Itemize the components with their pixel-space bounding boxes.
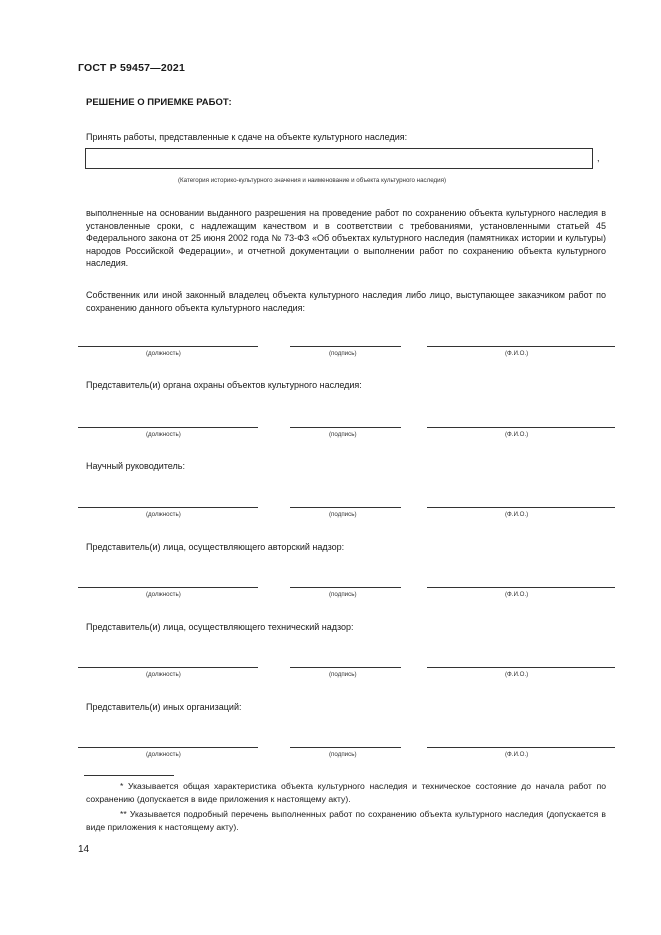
standard-id: ГОСТ Р 59457—2021 <box>78 62 186 74</box>
name-caption: (Ф.И.О.) <box>505 511 529 518</box>
signature-caption: (подпись) <box>329 350 357 357</box>
object-name-field[interactable] <box>85 148 593 169</box>
page-number: 14 <box>78 844 90 855</box>
intro-text: Принять работы, представленные к сдаче на объекте культурного наследия: <box>86 132 408 142</box>
name-caption: (Ф.И.О.) <box>505 671 529 678</box>
field-comma: , <box>597 153 600 163</box>
role-title: Представитель(и) лица, осуществляющего авторский надзор: <box>86 542 345 552</box>
position-line[interactable] <box>78 747 258 748</box>
footnote-separator <box>84 775 174 776</box>
signature-caption: (подпись) <box>329 671 357 678</box>
position-line[interactable] <box>78 667 258 668</box>
signature-caption: (подпись) <box>329 751 357 758</box>
owner-paragraph: Собственник или иной законный владелец объекта культурного наследия либо лицо, выступающее заказчиком работ по сохранению данного объекта культурного наследия: <box>86 290 606 313</box>
object-field-caption: (Категория историко-культурного значения и наименование и объекта культурного наследия) <box>178 177 447 184</box>
name-line[interactable] <box>427 667 615 668</box>
signature-caption: (подпись) <box>329 591 357 598</box>
position-caption: (должность) <box>146 350 181 357</box>
position-caption: (должность) <box>146 671 181 678</box>
signature-caption: (подпись) <box>329 511 357 518</box>
role-title: Представитель(и) органа охраны объектов культурного наследия: <box>86 380 362 390</box>
role-title: Научный руководитель: <box>86 461 185 471</box>
name-line[interactable] <box>427 507 615 508</box>
name-line[interactable] <box>427 346 615 347</box>
name-line[interactable] <box>427 427 615 428</box>
signature-line[interactable] <box>290 747 401 748</box>
name-caption: (Ф.И.О.) <box>505 431 529 438</box>
name-caption: (Ф.И.О.) <box>505 591 529 598</box>
name-line[interactable] <box>427 587 615 588</box>
signature-line[interactable] <box>290 346 401 347</box>
signature-line[interactable] <box>290 587 401 588</box>
position-caption: (должность) <box>146 431 181 438</box>
footnote: ** Указывается подробный перечень выполненных работ по сохранению объекта культурного наследия (допускается в виде приложения к настоящему акту). <box>86 809 606 832</box>
body-paragraph: выполненные на основании выданного разрешения на проведение работ по сохранению объекта культурного наследия в установленные сроки, с надлежащим качеством и в соответствии с требованиями, установленными статьей 45 Федерального закона от 25 июня 2002 года № 73-ФЗ «Об объектах культурного наследия (памятниках истории и культуры) народов Российской Федерации», и отчетной документации о выполнении работ по сохранению объекта культурного наследия. <box>86 208 606 268</box>
section-title: РЕШЕНИЕ О ПРИЕМКЕ РАБОТ: <box>86 97 232 108</box>
position-line[interactable] <box>78 587 258 588</box>
role-title: Представитель(и) иных организаций: <box>86 702 242 712</box>
name-caption: (Ф.И.О.) <box>505 751 529 758</box>
name-caption: (Ф.И.О.) <box>505 350 529 357</box>
position-line[interactable] <box>78 346 258 347</box>
position-caption: (должность) <box>146 511 181 518</box>
signature-line[interactable] <box>290 667 401 668</box>
footnote: * Указывается общая характеристика объекта культурного наследия и техническое состояние до начала работ по сохранению (допускается в виде приложения к настоящему акту). <box>86 781 606 804</box>
signature-line[interactable] <box>290 507 401 508</box>
role-title: Представитель(и) лица, осуществляющего технический надзор: <box>86 622 354 632</box>
position-caption: (должность) <box>146 751 181 758</box>
position-caption: (должность) <box>146 591 181 598</box>
name-line[interactable] <box>427 747 615 748</box>
signature-line[interactable] <box>290 427 401 428</box>
position-line[interactable] <box>78 427 258 428</box>
signature-caption: (подпись) <box>329 431 357 438</box>
position-line[interactable] <box>78 507 258 508</box>
